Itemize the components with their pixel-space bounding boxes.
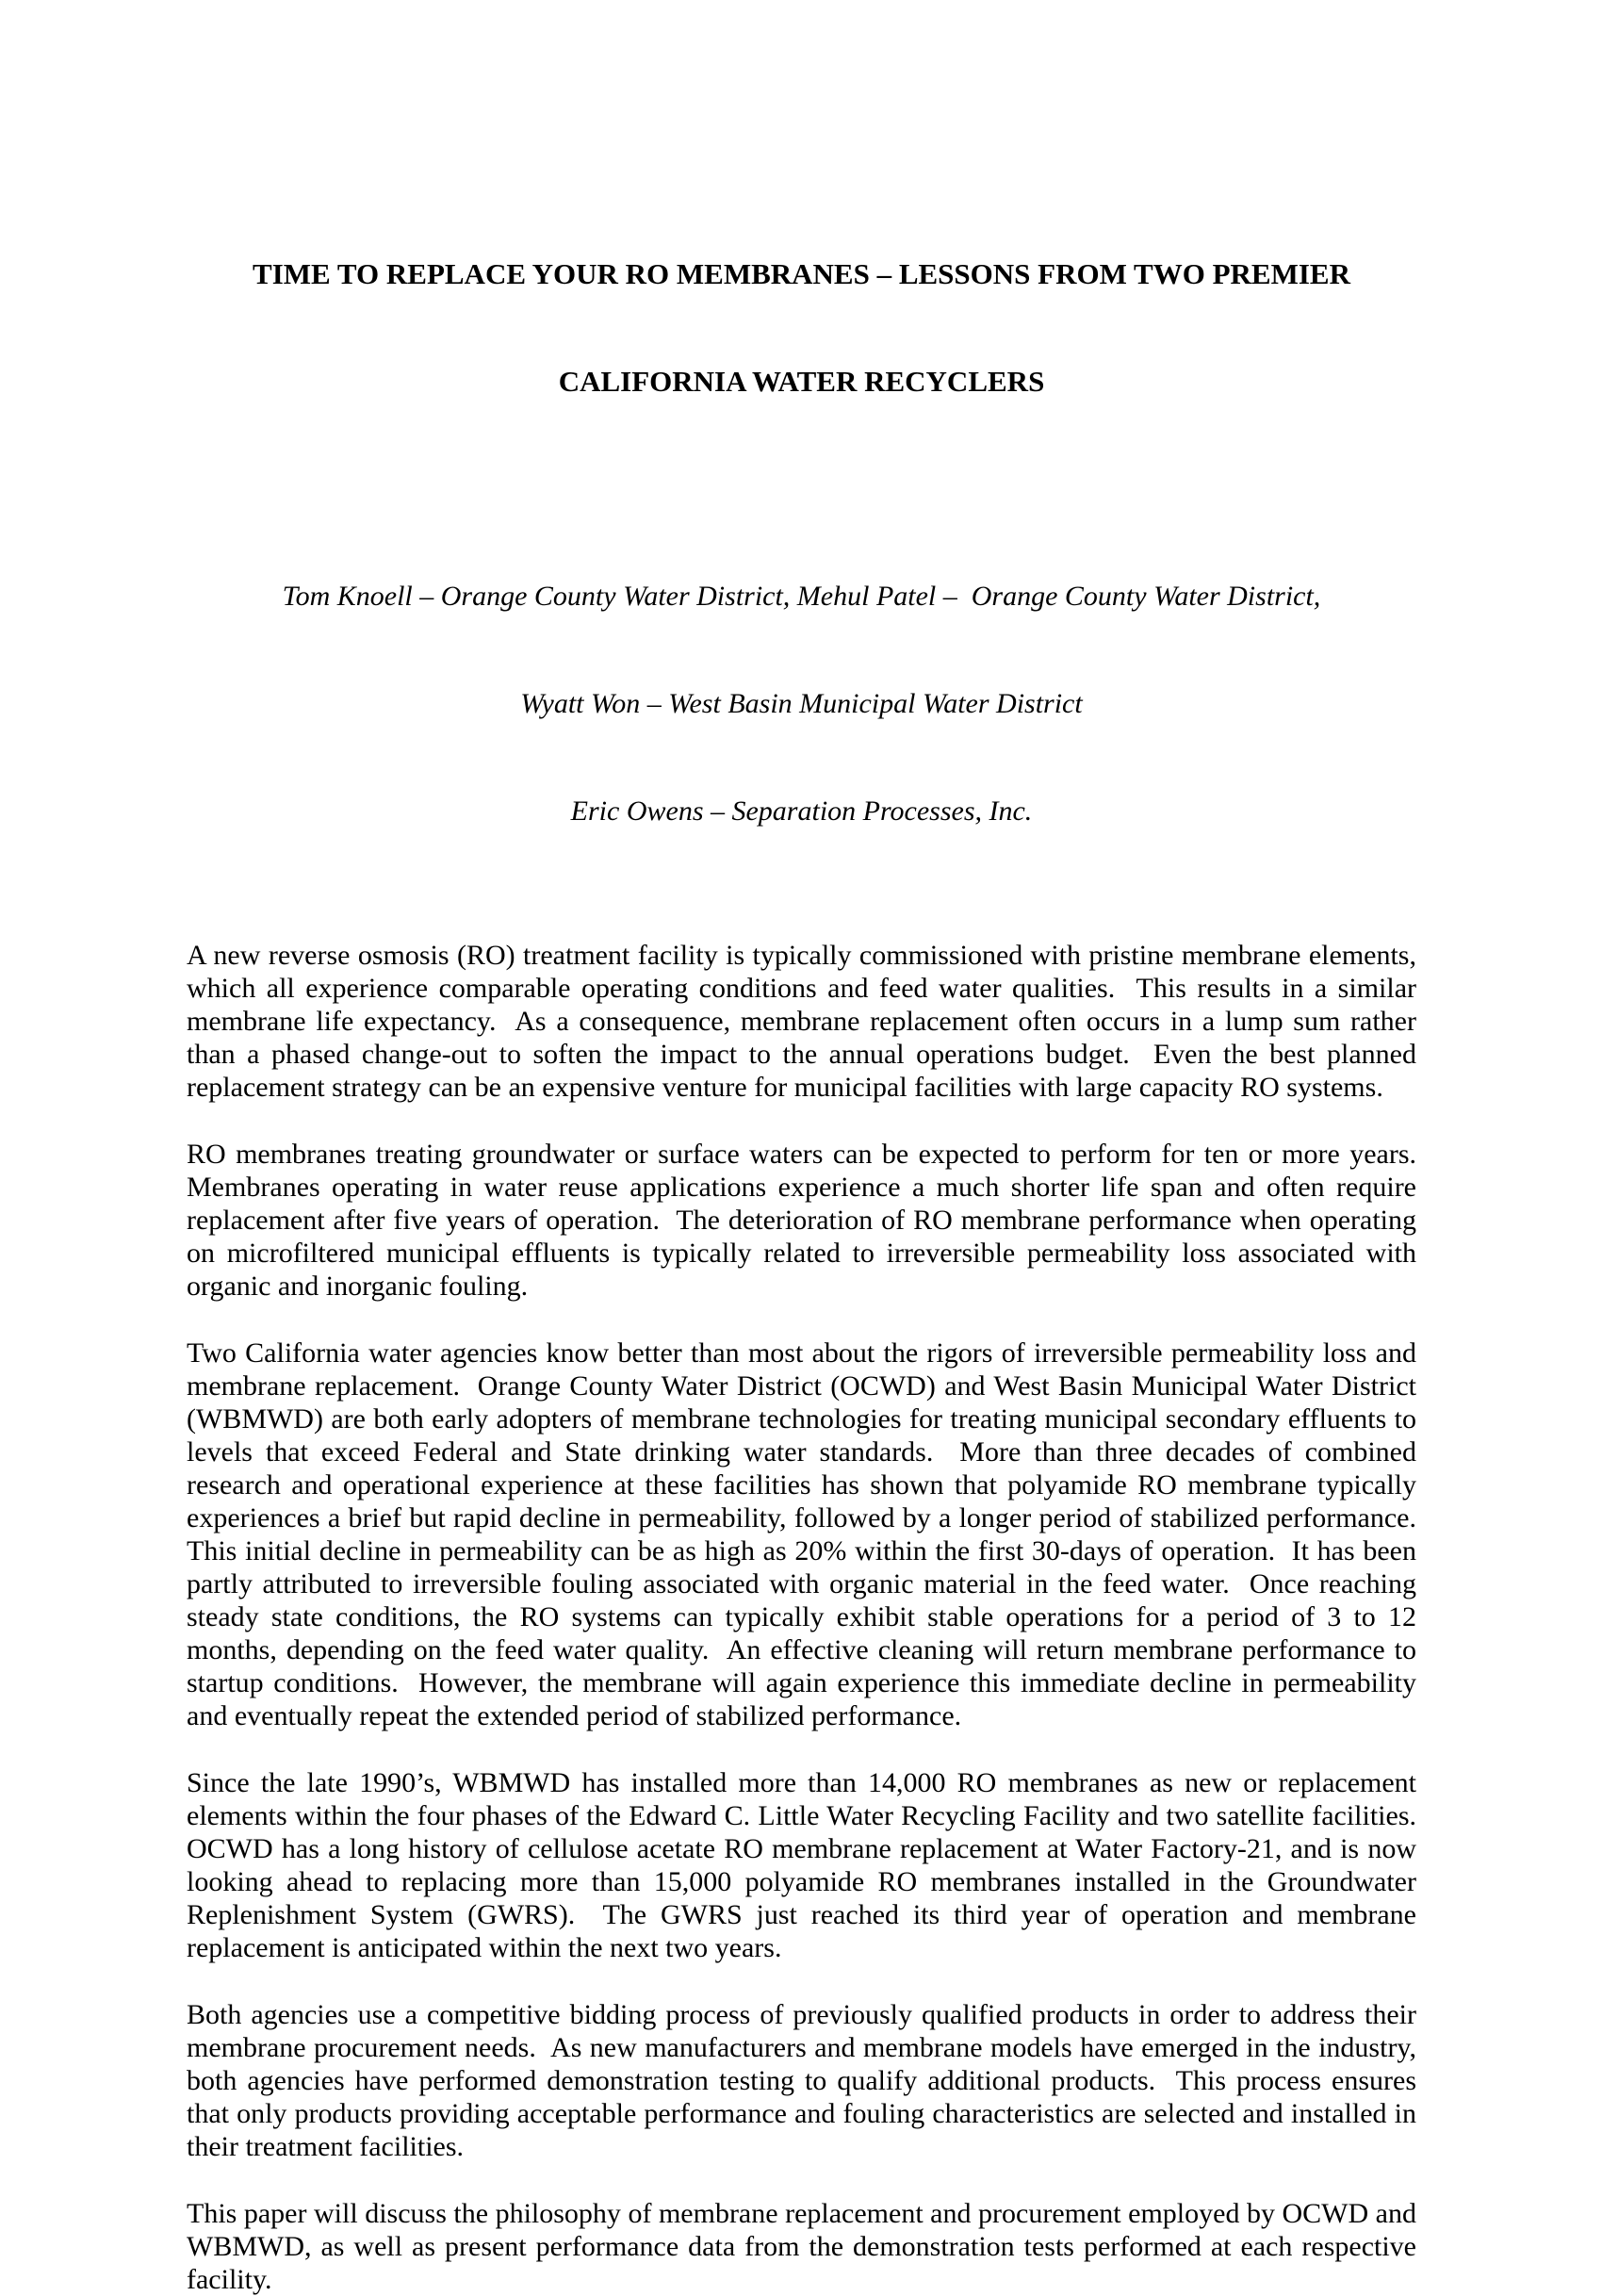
author-line-1: Tom Knoell – Orange County Water District, Mehul Patel – Orange County Water District, bbox=[282, 581, 1321, 612]
abstract-paragraph-4: Since the late 1990’s, WBMWD has installed more than 14,000 RO membranes as new or replacement elements within the four phases of the Edward C. Little Water Recycling Facility and two satellite facilities. OCWD has a long history of cellulose acetate RO membrane replacement at Water Factory-21, and is now looking ahead to replacing more than 15,000 polyamide RO membranes installed in the Groundwater Replenishment System (GWRS). The GWRS just reached its third year of operation and membrane replacement is anticipated within the next two years. bbox=[187, 1767, 1430, 1963]
paper-title-line-1: TIME TO REPLACE YOUR RO MEMBRANES – LESSONS FROM TWO PREMIER bbox=[253, 257, 1350, 290]
author-line-3: Eric Owens – Separation Processes, Inc. bbox=[570, 795, 1033, 827]
abstract-paragraph-2: RO membranes treating groundwater or surface waters can be expected to perform for ten or more years. Membranes operating in water reuse applications experience a much shorter life span and often require replacement after five years of operation. The deterioration of RO membrane performance when operating on microfiltered municipal effluents is typically related to irreversible permeability loss associated with organic and inorganic fouling. bbox=[187, 1139, 1430, 1302]
abstract-paragraph-5: Both agencies use a competitive bidding process of previously qualified products in order to address their membrane procurement needs. As new manufacturers and membrane models have emerged in the industry, both agencies have performed demonstration testing to qualify additional products. This process ensures that only products providing acceptable performance and fouling characteristics are selected and installed in their treatment facilities. bbox=[187, 1999, 1424, 2162]
paper-title-line-2: CALIFORNIA WATER RECYCLERS bbox=[558, 365, 1045, 398]
abstract-paragraph-1: A new reverse osmosis (RO) treatment facility is typically commissioned with pristine membrane elements, which all experience comparable operating conditions and feed water qualities. This results in a similar membrane life expectancy. As a consequence, membrane replacement often occurs in a lump sum rather than a phased change-out to soften the impact to the annual operations budget. Even the best planned replacement strategy can be an expensive venture for municipal facilities with large capacity RO systems. bbox=[187, 940, 1424, 1103]
author-line-2: Wyatt Won – West Basin Municipal Water District bbox=[520, 688, 1083, 719]
abstract-paragraph-3: Two California water agencies know better than most about the rigors of irreversible permeability loss and membrane replacement. Orange County Water District (OCWD) and West Basin Municipal Water District (WBMWD) are both early adopters of membrane technologies for treating municipal secondary effluents to levels that exceed Federal and State drinking water standards. More than three decades of combined research and operational experience at these facilities has shown that polyamide RO membrane typically experiences a brief but rapid decline in permeability, followed by a longer period of stabilized performance. This initial decline in permeability can be as high as 20% within the first 30-days of operation. It has been partly attributed to irreversible fouling associated with organic material in the feed water. Once reaching steady state conditions, the RO systems can typically exhibit stable operations for a period of 3 to 12 months, depending on the feed water quality. An effective cleaning will return membrane performance to startup conditions. However, the membrane will again experience this immediate decline in permeability and eventually repeat the extended period of stabilized performance. bbox=[187, 1337, 1430, 1731]
paper-title bbox=[187, 185, 1416, 471]
abstract-paragraph-6: This paper will discuss the philosophy of membrane replacement and procurement employed by OCWD and WBMWD, as well as present performance data from the demonstration tests performed at each respective facility. bbox=[187, 2198, 1424, 2295]
author-block bbox=[187, 507, 1416, 901]
